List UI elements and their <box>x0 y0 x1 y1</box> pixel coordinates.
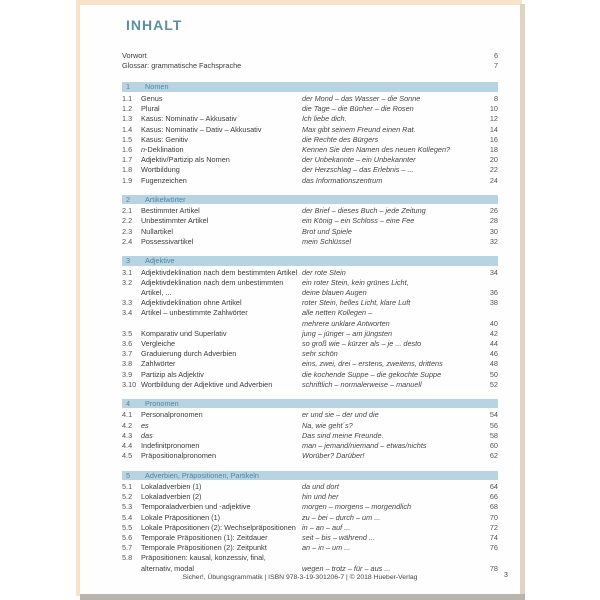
entry-number: 5.7 <box>122 543 133 553</box>
page-title: INHALT <box>126 17 183 33</box>
entry-page: 38 <box>489 298 498 308</box>
entry-example: in – an – auf ... <box>302 522 351 532</box>
entry-title: Lokale Präpositionen (2): Wechselpräpositionen <box>141 522 296 532</box>
toc-entry[interactable] <box>122 543 498 553</box>
entry-example: zu – bei – durch – um ... <box>302 512 381 522</box>
section-header[interactable] <box>122 256 498 266</box>
table-of-contents <box>122 51 498 574</box>
document-page <box>80 5 520 594</box>
entry-example: man – jemand/niemand – etwas/nichts <box>302 441 427 451</box>
entry-page: 28 <box>489 216 498 226</box>
entry-number: 1.4 <box>122 124 133 134</box>
entry-page: 50 <box>489 369 498 379</box>
entry-title: Adjektivdeklination nach dem bestimmten Artikel <box>141 267 298 277</box>
toc-entry[interactable] <box>122 165 498 175</box>
toc-entry[interactable] <box>122 410 498 420</box>
entry-example: Das sind meine Freunde. <box>302 430 384 440</box>
entry-number: 1.3 <box>122 114 133 124</box>
entry-page: 66 <box>489 492 498 502</box>
page-shadow-bottom <box>80 594 525 600</box>
entry-number: 5.3 <box>122 502 133 512</box>
toc-entry[interactable] <box>122 553 498 573</box>
entry-number: 3.2 <box>122 277 133 287</box>
entry-example: die Tage – die Bücher – die Rosen <box>302 104 414 114</box>
entry-example: der Brief – dieses Buch – jede Zeitung <box>302 206 426 216</box>
entry-example: roter Stein, helles Licht, klare Luft <box>302 298 411 308</box>
entry-page: 52 <box>489 379 498 389</box>
entry-number: 3.6 <box>122 338 133 348</box>
entry-title: Indefinitpronomen <box>141 441 200 451</box>
toc-entry[interactable] <box>122 339 498 349</box>
entry-number: 5.4 <box>122 512 133 522</box>
entry-title: Kasus: Nominativ – Dativ – Akkusativ <box>141 124 262 134</box>
page-number: 3 <box>504 572 508 579</box>
toc-entry[interactable] <box>122 155 498 165</box>
entry-example: Na, wie geht´s? <box>302 420 353 430</box>
entry-title: Genus <box>141 93 163 103</box>
entry-example: an – in – um ... <box>302 543 351 553</box>
entry-example: der Unbekannte – ein Unbekannter <box>302 155 416 165</box>
toc-entry[interactable] <box>122 370 498 380</box>
entry-page: 32 <box>489 236 498 246</box>
entry-number: 4.4 <box>122 441 133 451</box>
section-header[interactable] <box>122 471 498 481</box>
entry-title: Zahlwörter <box>141 359 176 369</box>
entry-title: Partizip als Adjektiv <box>141 369 204 379</box>
entry-page: 40 <box>489 318 498 328</box>
toc-entry[interactable] <box>122 145 498 155</box>
entry-number: 4.1 <box>122 410 133 420</box>
toc-entry[interactable] <box>122 308 498 328</box>
toc-entry[interactable] <box>122 523 498 533</box>
toc-entry[interactable] <box>122 298 498 308</box>
toc-entry[interactable] <box>122 237 498 247</box>
toc-entry[interactable] <box>122 513 498 523</box>
entry-title: Possessivartikel <box>141 236 194 246</box>
entry-number: 4.2 <box>122 420 133 430</box>
section-number: 4 <box>126 398 131 408</box>
entry-title: Temporaladverbien und -adjektive <box>141 502 251 512</box>
entry-title: Kasus: Genitiv <box>141 134 189 144</box>
entry-number: 1.1 <box>122 93 133 103</box>
entry-title-italic: das <box>141 430 153 440</box>
entry-page: 70 <box>489 512 498 522</box>
entry-example: ein roter Stein, kein grünes Licht, deine blauen Augen <box>302 277 409 297</box>
entry-page: 24 <box>489 175 498 185</box>
entry-title: Graduierung durch Adverbien <box>141 349 237 359</box>
toc-entry[interactable] <box>122 227 498 237</box>
entry-title: Lokale Präpositionen (1) <box>141 512 221 522</box>
entry-number: 5.8 <box>122 553 133 563</box>
entry-example: so groß wie – kürzer als – je ... desto <box>302 338 422 348</box>
entry-number: 5.1 <box>122 482 133 491</box>
entry-page: 6 <box>493 51 498 60</box>
entry-title: Lokaladverbien (2) <box>141 492 202 502</box>
entry-page: 44 <box>489 338 498 348</box>
toc-entry[interactable] <box>122 482 498 492</box>
entry-number: 1.5 <box>122 134 133 144</box>
entry-page: 26 <box>489 206 498 216</box>
entry-page: 62 <box>489 451 498 461</box>
toc-entry[interactable] <box>122 502 498 512</box>
section-number: 3 <box>126 256 131 266</box>
entry-title-italic: n <box>141 144 146 154</box>
entry-page: 72 <box>489 522 498 532</box>
entry-page: 68 <box>489 502 498 512</box>
section-number: 2 <box>126 194 131 204</box>
entry-example: schriftlich – normalerweise – manuell <box>302 379 422 389</box>
entry-page: 14 <box>489 124 498 134</box>
entry-title: Bestimmter Artikel <box>141 206 200 216</box>
entry-number: 1.2 <box>122 104 133 114</box>
entry-example: wegen – trotz – für – aus ... <box>302 563 391 573</box>
entry-title: Personalpronomen <box>141 410 203 420</box>
entry-page: 20 <box>489 155 498 165</box>
entry-example: mein Schlüssel <box>302 236 352 246</box>
toc-entry[interactable] <box>122 268 498 278</box>
entry-page: 36 <box>489 287 498 297</box>
toc-entry[interactable] <box>122 135 498 145</box>
entry-page: 58 <box>489 430 498 440</box>
entry-title: Kasus: Nominativ – Akkusativ <box>141 114 237 124</box>
entry-example: jung – jünger – am jüngsten <box>302 328 393 338</box>
entry-example: der Mond – das Wasser – die Sonne <box>302 93 421 103</box>
entry-title <box>141 421 302 431</box>
entry-number: 4.3 <box>122 430 133 440</box>
entry-number: 3.7 <box>122 349 133 359</box>
toc-entry[interactable] <box>122 492 498 502</box>
toc-entry[interactable] <box>122 125 498 135</box>
entry-title: Nullartikel <box>141 226 174 236</box>
section-title: Artikelwörter <box>145 194 186 204</box>
entry-number: 5.5 <box>122 522 133 532</box>
entry-title: Adjektiv/Partizip als Nomen <box>141 155 230 165</box>
toc-entry[interactable] <box>122 421 498 431</box>
entry-example: die Rechte des Bürgers <box>302 134 379 144</box>
entry-example: Max gibt seinem Freund einen Rat. <box>302 124 416 134</box>
entry-title: Fugenzeichen <box>141 175 187 185</box>
section-title: Adjektive <box>145 256 175 266</box>
section-header[interactable] <box>122 82 498 92</box>
entry-title: Vergleiche <box>141 338 176 348</box>
entry-example: er und sie – der und die <box>302 410 379 420</box>
toc-entry[interactable] <box>122 176 498 186</box>
entry-number: 5.2 <box>122 492 133 502</box>
entry-title: Adjektivdeklination ohne Artikel <box>141 298 242 308</box>
entry-number: 1.6 <box>122 144 133 154</box>
entry-title: Präpositionen: kausal, konzessiv, final, alternativ, modal <box>141 553 266 573</box>
entry-example: alle netten Kollegen – mehrere unklare Antworten <box>302 308 390 328</box>
entry-number: 3.5 <box>122 328 133 338</box>
entry-page: 56 <box>489 420 498 430</box>
entry-number: 2.2 <box>122 216 133 226</box>
entry-example: Worüber? Darüber! <box>302 451 365 461</box>
toc-entry[interactable] <box>122 380 498 390</box>
entry-page: 46 <box>489 349 498 359</box>
entry-example: der rote Stein <box>302 267 346 277</box>
entry-page: 10 <box>489 104 498 114</box>
entry-title: Komparativ und Superlativ <box>141 328 227 338</box>
toc-entry[interactable] <box>122 51 498 61</box>
section-number: 1 <box>126 82 131 92</box>
entry-title: Lokaladverbien (1) <box>141 482 202 491</box>
section-header[interactable] <box>122 195 498 205</box>
entry-number: 2.4 <box>122 236 133 246</box>
entry-example: morgen – morgens – morgendlich <box>302 502 412 512</box>
entry-example: Kennen Sie den Namen des neuen Kollegen? <box>302 144 451 154</box>
entry-page: 54 <box>489 410 498 420</box>
entry-title: Vorwort <box>122 51 147 60</box>
entry-number: 2.1 <box>122 206 133 216</box>
toc-entry[interactable] <box>122 533 498 543</box>
entry-title: Wortbildung der Adjektive und Adverbien <box>141 379 273 389</box>
toc-entry[interactable] <box>122 431 498 441</box>
entry-page: 64 <box>489 482 498 491</box>
toc-entry[interactable] <box>122 451 498 461</box>
entry-example: der Herzschlag – das Erlebnis – ... <box>302 165 414 175</box>
entry-page: 76 <box>489 543 498 553</box>
entry-number: 3.10 <box>122 379 137 389</box>
entry-title: Präpositionalpronomen <box>141 451 217 461</box>
section-title: Adverbien, Präpositionen, Partikeln <box>145 470 259 480</box>
entry-title-italic: es <box>141 420 149 430</box>
toc-entry[interactable] <box>122 114 498 124</box>
entry-number: 3.9 <box>122 369 133 379</box>
entry-title <box>141 431 302 441</box>
entry-number: 1.7 <box>122 155 133 165</box>
entry-page: 22 <box>489 165 498 175</box>
section-header[interactable] <box>122 399 498 409</box>
toc-entry[interactable] <box>122 206 498 216</box>
entry-number: 3.4 <box>122 308 133 318</box>
toc-entry[interactable] <box>122 61 498 71</box>
page-shadow-right <box>520 4 525 600</box>
entry-page: 78 <box>489 563 498 573</box>
toc-entry[interactable] <box>122 104 498 114</box>
entry-page: 7 <box>493 61 498 71</box>
page-footer: Sicher!, Übungsgrammatik | ISBN 978-3-19-301206-7 | © 2018 Hueber-Verlag <box>182 574 418 581</box>
toc-entry[interactable] <box>122 329 498 339</box>
entry-title: n-Deklination <box>141 144 184 154</box>
entry-number: 2.3 <box>122 226 133 236</box>
entry-number: 3.3 <box>122 298 133 308</box>
entry-page: 16 <box>489 134 498 144</box>
entry-number: 1.9 <box>122 175 133 185</box>
entry-page: 74 <box>489 533 498 543</box>
entry-title: Unbestimmter Artikel <box>141 216 209 226</box>
toc-entry[interactable] <box>122 359 498 369</box>
entry-number: 3.8 <box>122 359 133 369</box>
entry-number: 3.1 <box>122 267 133 277</box>
entry-title: Adjektivdeklination nach dem unbestimmten Artikel, ... <box>141 277 284 297</box>
entry-number: 5.6 <box>122 533 133 543</box>
section-number: 5 <box>126 470 131 480</box>
entry-page: 12 <box>489 114 498 124</box>
entry-page: 42 <box>489 328 498 338</box>
entry-title: Wortbildung <box>141 165 180 175</box>
toc-entry[interactable] <box>122 94 498 104</box>
entry-page: 60 <box>489 441 498 451</box>
entry-title: Plural <box>141 104 160 114</box>
entry-example: seit – bis – während ... <box>302 533 376 543</box>
entry-page: 8 <box>493 93 498 103</box>
section-title: Nomen <box>145 82 169 92</box>
entry-number: 4.5 <box>122 451 133 461</box>
toc-entry[interactable] <box>122 441 498 451</box>
entry-example: hin und her <box>302 492 339 502</box>
entry-example: das Informationszentrum <box>302 175 383 185</box>
entry-example: die kochende Suppe – die gekochte Suppe <box>302 369 442 379</box>
entry-page: 34 <box>489 267 498 277</box>
entry-example: Ich liebe dich. <box>302 114 347 124</box>
entry-page: 30 <box>489 226 498 236</box>
entry-example: eins, zwei, drei – erstens, zweitens, drittens <box>302 359 443 369</box>
section-title: Pronomen <box>145 398 179 408</box>
toc-entry[interactable] <box>122 278 498 298</box>
entry-example: Brot und Spiele <box>302 226 352 236</box>
entry-page: 18 <box>489 144 498 154</box>
entry-title: Temporale Präpositionen (2): Zeitpunkt <box>141 543 267 553</box>
entry-number: 1.8 <box>122 165 133 175</box>
entry-example: da und dort <box>302 482 339 491</box>
toc-entry[interactable] <box>122 216 498 226</box>
entry-example: ein König – ein Schloss – eine Fee <box>302 216 415 226</box>
entry-title: Temporale Präpositionen (1): Zeitdauer <box>141 533 268 543</box>
entry-page: 48 <box>489 359 498 369</box>
entry-title: Artikel – unbestimmte Zahlwörter <box>141 308 248 318</box>
entry-example: sehr schön <box>302 349 338 359</box>
toc-entry[interactable] <box>122 349 498 359</box>
entry-title: Glossar: grammatische Fachsprache <box>122 61 242 71</box>
